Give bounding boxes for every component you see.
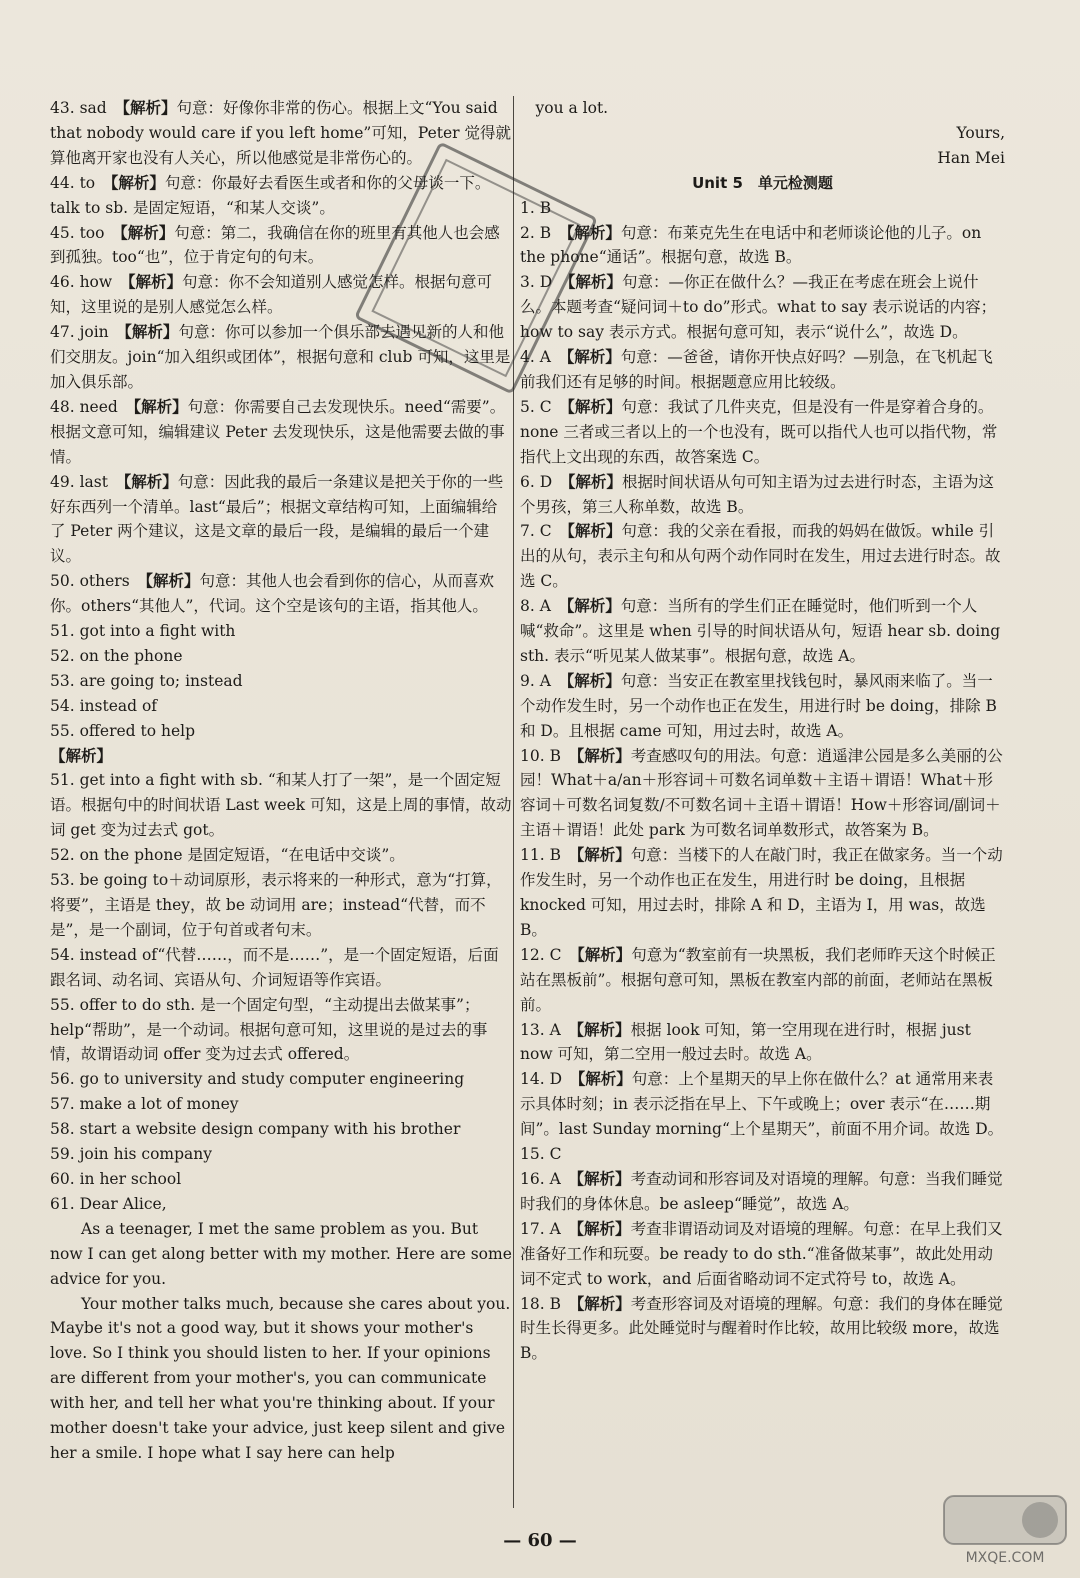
analysis-text: 考查非谓语动词及对语境的理解。句意：在早上我们又准备好工作和玩耍。be ready to do sth.“准备做某事”，故此处用动词不定式 to work，and 后面省略动词不定式符号 to，故选 A。 [520, 1219, 1003, 1288]
analysis-tag: 【解析】 [566, 347, 621, 367]
answer-label: 11. B [520, 846, 561, 865]
answer-r10 [520, 744, 1005, 844]
analysis-text: 句意：当楼下的人在敲门时，我正在做家务。当一个动作发生时，另一个动作也正在发生，用进行时 be doing，且根据 knocked 可知，用过去时，排除 A 和 D，主语为 I，用 was，故选 B。 [520, 846, 1003, 939]
answer-label: 14. D [520, 1070, 563, 1089]
answer-r18 [520, 1292, 1005, 1367]
analysis-text: 句意：—你正在做什么？—我正在考虑在班会上说什么。本题考查“疑问词＋to do”形式。what to say 表示说话的内容；how to say 表示方式。根据句意可知，表示“说什么”，故选 D。 [520, 273, 997, 342]
answer-r11 [520, 843, 1005, 943]
analysis-tag: 【解析】 [567, 521, 622, 541]
analysis-text: 根据 look 可知，第一空用现在进行时，根据 just now 可知，第二空用一般过去时。故选 A。 [520, 1020, 971, 1064]
analysis-tag: 【解析】 [145, 571, 200, 591]
analysis-text: 句意：你不会知道别人感觉怎样。根据句意可知，这里说的是别人感觉怎么样。 [50, 273, 492, 317]
analysis-text: 考查形容词及对语境的理解。句意：我们的身体在睡觉时生长得更多。此处睡觉时与醒着时作比较，故用比较级 more，故选 B。 [520, 1294, 1003, 1363]
analysis-text: 句意：好像你非常的伤心。根据上文“You said that nobody would care if you left home”可知，Peter 觉得就算他离开家也没有人关心，所以他感觉是非常伤心的。 [50, 99, 511, 167]
analysis-tag: 【解析】 [576, 944, 632, 964]
answer-label: 46. how [50, 273, 113, 292]
explanation-53: 53. be going to＋动词原形，表示将来的一种形式，意为“打算，将要”，主语是 they，故 be 动词用 are；instead“代替，而不是”，是一个副词，位于句首或者句末。 [50, 871, 502, 939]
answer-57: 57. make a lot of money [50, 1095, 239, 1114]
analysis-tag: 【解析】 [576, 845, 631, 865]
analysis-tag: 【解析】 [576, 1293, 631, 1313]
analysis-tag: 【解析】 [567, 471, 622, 491]
analysis-tag: 【解析】 [127, 272, 182, 292]
answer-r16 [520, 1167, 1005, 1217]
answer-r9 [520, 669, 1005, 744]
answer-r15: 15. C [520, 1145, 562, 1164]
analysis-text: 句意：你最好去看医生或者和你的父母谈一下。talk to sb. 是固定短语，“和某人交谈”。 [50, 173, 491, 217]
answer-50 [50, 569, 512, 619]
unit-title: Unit 5 单元检测题 [692, 173, 833, 192]
analysis-text: 句意：当所有的学生们正在睡觉时，他们听到一个人喊“救命”。这里是 when 引导的时间状语从句，短语 hear sb. doing sth. 表示“听见某人做某事”。根据句意，故选 A。 [520, 597, 1001, 665]
analysis-text: 句意：我的父亲在看报，而我的妈妈在做饭。while 引出的从句，表示主句和从句两个动作同时在发生，用过去进行时态。故选 C。 [520, 522, 1001, 591]
answer-label: 43. sad [50, 99, 107, 117]
analysis-tag: 【解析】 [110, 172, 165, 192]
answer-label: 8. A [520, 597, 551, 616]
answer-label: 9. A [520, 671, 551, 690]
answer-58: 58. start a website design company with his brother [50, 1120, 461, 1139]
analysis-tag: 【解析】 [576, 1019, 631, 1039]
explanation-51: 51. get into a fight with sb. “和某人打了一架”，是一个固定短语。根据句中的时间状语 Last week 可知，这是上周的事情，故动词 get 变为过去式 got。 [50, 771, 512, 840]
right-column [520, 96, 1005, 1366]
analysis-text: 句意为“教室前有一块黑板，我们老师昨天这个时候正站在黑板前”。根据句意可知，黑板在教室内部的前面，老师站在黑板前。 [520, 945, 996, 1014]
answer-r4 [520, 345, 1005, 395]
analysis-tag: 【解析】 [567, 272, 622, 292]
explanation-55: 55. offer to do sth. 是一个固定句型，“主动提出去做某事”；help“帮助”，是一个动词。根据句意可知，这里说的是过去的事情，故谓语动词 offer 变为过去式 offered。 [50, 995, 488, 1064]
letter-paragraph: Your mother talks much, because she cares about you. Maybe it's not a good way, but it shows your mother's love. So I think you should listen to her. If your opinions are different from your mother's, you can communicate with her, and tell her what you're thinking about. If your mother doesn't take your advice, just keep silent and give her a smile. I hope what I say here can help [50, 1294, 511, 1462]
answer-53: 53. are going to; instead [50, 671, 243, 690]
answer-label: 18. B [520, 1294, 561, 1313]
answer-label: 5. C [520, 397, 552, 416]
answer-label: 13. A [520, 1020, 561, 1039]
analysis-text: 根据时间状语从句可知主语为过去进行时态，主语为这个男孩，第三人称单数，故选 B。 [520, 472, 994, 516]
answer-59: 59. join his company [50, 1145, 213, 1164]
analysis-tag: 【解析】 [576, 1218, 631, 1238]
answer-56: 56. go to university and study computer engineering [50, 1070, 465, 1089]
answer-51: 51. got into a fight with [50, 622, 236, 641]
analysis-text: 考查动词和形容词及对语境的理解。句意：当我们睡觉时我们的身体休息。be asleep“睡觉”，故选 A。 [520, 1169, 1003, 1213]
analysis-tag: 【解析】 [566, 670, 621, 690]
analysis-tag: 【解析】 [123, 471, 178, 491]
page-number: — 60 — [503, 1530, 577, 1551]
analysis-text: 句意：—爸爸，请你开快点好吗？—别急，在飞机起飞前我们还有足够的时间。根据题意应用比较级。 [520, 348, 993, 391]
answer-60: 60. in her school [50, 1169, 182, 1188]
answer-49 [50, 470, 512, 570]
answer-r8 [520, 594, 1005, 669]
letter-paragraph: As a teenager, I met the same problem as you. But now I can get along better with my mother. Here are some advice for you. [50, 1219, 512, 1288]
analysis-tag: 【解析】 [566, 596, 621, 616]
answer-r14 [520, 1067, 1005, 1142]
answer-label: 49. last [50, 472, 108, 491]
answer-r7 [520, 519, 1005, 594]
answer-label: 16. A [520, 1169, 561, 1188]
answer-52: 52. on the phone [50, 646, 183, 665]
letter-end: you a lot. [535, 99, 609, 117]
answer-label: 4. A [520, 348, 551, 367]
analysis-tag: 【解析】 [122, 98, 177, 117]
answer-label: 12. C [520, 945, 562, 964]
analysis-header: 【解析】 [50, 745, 113, 765]
answer-48 [50, 395, 512, 470]
answer-label: 7. C [520, 522, 552, 541]
answer-label: 2. B [520, 223, 552, 242]
answer-label: 47. join [50, 323, 109, 342]
analysis-text: 句意：你可以参加一个俱乐部去遇见新的人和他们交朋友。join“加入组织或团体”，根据句意和 club 可知，这里是加入俱乐部。 [50, 323, 511, 391]
analysis-text: 句意：你需要自己去发现快乐。need“需要”。根据文意可知，编辑建议 Peter 去发现快乐，这是他需要去做的事情。 [50, 397, 506, 466]
analysis-text: 句意：布莱克先生在电话中和老师谈论他的儿子。on the phone“通话”。根据句意，故选 B。 [520, 223, 982, 267]
answer-label: 44. to [50, 173, 96, 192]
answer-r17 [520, 1217, 1005, 1292]
analysis-tag: 【解析】 [577, 1069, 632, 1089]
letter-salutation: 61. Dear Alice, [50, 1194, 167, 1213]
answer-r13 [520, 1018, 1005, 1068]
answer-r1: 1. B [520, 198, 552, 217]
watermark-logo [940, 1490, 1070, 1570]
analysis-text: 句意：当安正在教室里找钱包时，暴风雨来临了。当一个动作发生时，另一个动作也正在发生，用进行时 be doing，排除 B 和 D。且根据 came 可知，用过去时，故选 A。 [520, 671, 997, 740]
letter [50, 1192, 512, 1466]
answer-label: 48. need [50, 397, 118, 416]
letter-signature: Han Mei [937, 148, 1005, 167]
analysis-tag: 【解析】 [133, 396, 188, 416]
analysis-text: 句意：第二，我确信在你的班里有其他人也会感到孤独。too“也”，位于肯定句的句末。 [50, 223, 500, 267]
explanation-52: 52. on the phone 是固定短语，“在电话中交谈”。 [50, 846, 405, 865]
answer-label: 3. D [520, 273, 553, 292]
answer-55: 55. offered to help [50, 721, 196, 740]
analysis-text: 句意：上个星期天的早上你在做什么？at 通常用来表示具体时刻；in 表示泛指在早上、下午或晚上；over 表示“在……期间”。last Sunday morning“上个星期天”，前面不用介词。故选 D。 [520, 1070, 1004, 1139]
analysis-tag: 【解析】 [120, 222, 175, 242]
analysis-tag: 【解析】 [576, 1168, 631, 1188]
answer-label: 45. too [50, 223, 105, 242]
answer-label: 50. others [50, 572, 130, 591]
answer-54: 54. instead of [50, 696, 158, 715]
analysis-tag: 【解析】 [576, 745, 631, 765]
answer-r3 [520, 270, 1005, 345]
answer-r12 [520, 943, 1005, 1018]
analysis-tag: 【解析】 [566, 222, 621, 242]
analysis-tag: 【解析】 [567, 396, 622, 416]
answer-r6 [520, 470, 1005, 520]
letter-closing: Yours, [956, 123, 1005, 142]
analysis-tag: 【解析】 [124, 322, 179, 342]
analysis-text: 句意：我试了几件夹克，但是没有一件是穿着合身的。none 三者或三者以上的一个也没有，既可以指代人也可以指代物，常指代上文出现的东西，故答案选 C。 [520, 397, 998, 466]
explanation-54: 54. instead of“代替……，而不是……”，是一个固定短语，后面跟名词、动名词、宾语从句、介词短语等作宾语。 [50, 945, 499, 989]
analysis-text: 句意：其他人也会看到你的信心，从而喜欢你。others“其他人”，代词。这个空是该句的主语，指其他人。 [50, 572, 494, 616]
answer-r5 [520, 395, 1005, 470]
answer-label: 10. B [520, 746, 561, 765]
analysis-text: 考查感叹句的用法。句意：逍遥津公园是多么美丽的公园！What＋a/an＋形容词＋可数名词单数＋主语＋谓语！What＋形容词＋可数名词复数/不可数名词＋主语＋谓语！How＋形容词/副词＋主语＋谓语！此处 park 为可数名词单数形式，故答案为 B。 [520, 746, 1003, 840]
answer-label: 17. A [520, 1219, 561, 1238]
answer-label: 6. D [520, 472, 553, 491]
svg-text:MXQE.COM: MXQE.COM [965, 1550, 1045, 1566]
analysis-text: 句意：因此我的最后一条建议是把关于你的一些好东西列一个清单。last“最后”；根据文章结构可知，上面编辑给了 Peter 两个建议，这是文章的最后一段，是编辑的最后一个建议。 [50, 472, 504, 566]
